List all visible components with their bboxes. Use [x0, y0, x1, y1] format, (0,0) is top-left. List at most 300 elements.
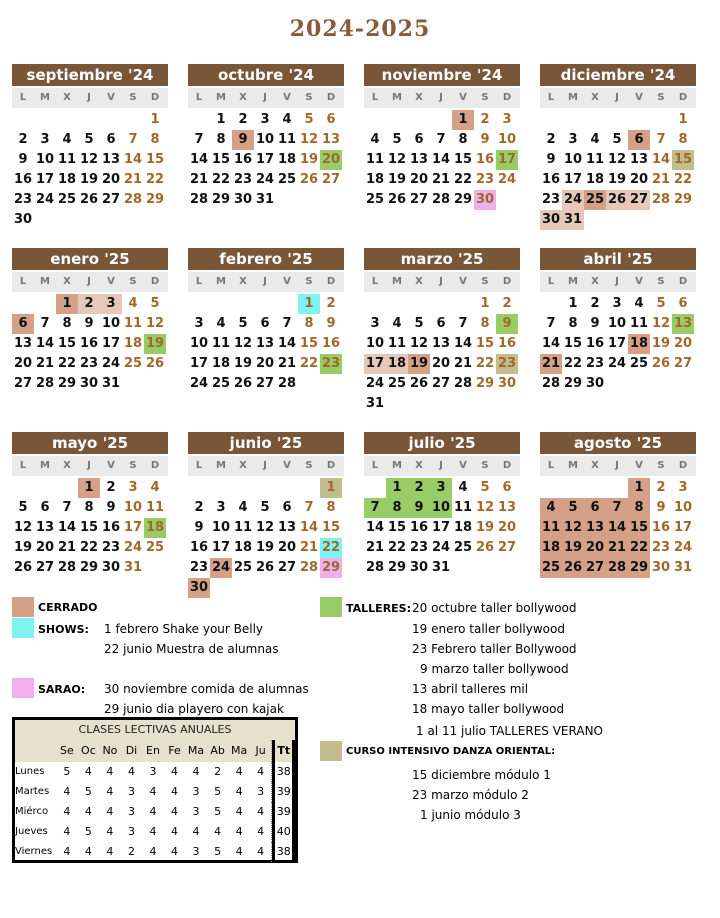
day-cell: 2 — [194, 500, 204, 515]
day-cell: 14 — [57, 520, 77, 535]
day-grid — [12, 294, 168, 394]
day-cell: 17 — [364, 354, 386, 374]
clases-table — [15, 720, 295, 862]
weekday-header — [540, 456, 696, 476]
weekday-label: S — [305, 276, 313, 287]
clases-cell: 4 — [84, 765, 92, 778]
day-cell: 31 — [123, 560, 143, 575]
month-9 — [188, 432, 344, 598]
day-cell: 27 — [13, 376, 33, 391]
weekday-label: D — [502, 276, 512, 287]
weekday-label: D — [326, 276, 336, 287]
day-cell: 11 — [145, 500, 165, 515]
day-cell: 9 — [546, 152, 556, 167]
day-cell: 21 — [431, 172, 451, 187]
weekday-label: S — [481, 460, 489, 471]
day-cell: 21 — [299, 540, 319, 555]
day-cell: 5 — [18, 500, 28, 515]
day-cell: 4 — [540, 498, 562, 518]
weekday-label: V — [283, 276, 291, 287]
day-cell: 26 — [299, 172, 319, 187]
day-cell: 9 — [194, 520, 204, 535]
day-cell: 23 — [585, 356, 605, 371]
day-cell: 4 — [62, 132, 72, 147]
day-cell: 2 — [408, 478, 430, 498]
day-cell: 25 — [540, 558, 562, 578]
empty-cell — [650, 110, 672, 130]
clases-cell: 4 — [250, 842, 273, 862]
day-cell: 6 — [584, 498, 606, 518]
day-cell: 20 — [409, 172, 429, 187]
empty-cell — [562, 478, 584, 498]
clases-cell: 3 — [149, 765, 157, 778]
clases-day-label: Miérco — [15, 806, 49, 817]
day-cell: 22 — [299, 356, 319, 371]
day-cell: 20 — [584, 538, 606, 558]
clases-cell: 3 — [127, 785, 135, 798]
sarao-label: SARAO: — [38, 683, 86, 696]
empty-cell — [34, 110, 56, 130]
day-cell: 25 — [453, 540, 473, 555]
day-cell: 21 — [651, 172, 671, 187]
day-cell: 11 — [365, 152, 385, 167]
day-cell: 20 — [629, 172, 649, 187]
day-cell: 10 — [430, 498, 452, 518]
day-cell: 23 — [409, 540, 429, 555]
day-cell: 3 — [128, 480, 138, 495]
month-5 — [188, 248, 344, 394]
day-cell: 27 — [431, 376, 451, 391]
talleres-item: 9 marzo taller bollywood — [420, 662, 569, 676]
empty-cell — [298, 478, 320, 498]
weekday-label: D — [502, 92, 512, 103]
day-cell: 23 — [189, 560, 209, 575]
day-cell: 3 — [430, 478, 452, 498]
day-cell: 25 — [123, 356, 143, 371]
day-cell: 11 — [585, 152, 605, 167]
day-cell: 20 — [673, 336, 693, 351]
day-cell: 9 — [408, 498, 430, 518]
day-cell: 25 — [211, 376, 231, 391]
day-cell: 7 — [364, 498, 386, 518]
day-cell: 27 — [35, 560, 55, 575]
day-cell: 21 — [189, 172, 209, 187]
clases-cell: 5 — [214, 785, 222, 798]
clases-cell: 4 — [250, 802, 273, 822]
day-grid — [12, 478, 168, 578]
weekday-header — [188, 456, 344, 476]
empty-cell — [364, 294, 386, 314]
weekday-label: D — [326, 92, 336, 103]
day-cell: 3 — [612, 296, 622, 311]
clases-cell: 4 — [63, 805, 71, 818]
day-cell: 13 — [321, 132, 341, 147]
day-cell: 13 — [497, 500, 517, 515]
clases-cell: Ma — [185, 740, 207, 762]
day-cell: 30 — [233, 192, 253, 207]
weekday-header — [188, 272, 344, 292]
day-grid — [188, 110, 344, 210]
day-grid — [364, 110, 520, 210]
weekday-label: D — [502, 460, 512, 471]
day-cell: 6 — [678, 296, 688, 311]
day-cell: 1 — [386, 478, 408, 498]
weekday-label: V — [459, 276, 467, 287]
month-2 — [364, 64, 520, 210]
clases-total: 39 — [272, 782, 295, 802]
weekday-label: M — [216, 460, 226, 471]
day-cell: 19 — [651, 336, 671, 351]
weekday-label: M — [392, 276, 402, 287]
day-cell: 5 — [84, 132, 94, 147]
day-cell: 1 — [150, 112, 160, 127]
day-cell: 24 — [673, 540, 693, 555]
day-cell: 2 — [656, 480, 666, 495]
clases-day-label: Viernes — [15, 846, 53, 857]
weekday-label: X — [591, 460, 599, 471]
day-cell: 8 — [386, 498, 408, 518]
empty-cell — [122, 110, 144, 130]
weekday-label: L — [371, 276, 379, 287]
weekday-label: S — [305, 92, 313, 103]
day-cell: 24 — [35, 192, 55, 207]
month-8 — [12, 432, 168, 578]
day-cell: 27 — [255, 376, 275, 391]
weekday-label: J — [263, 460, 267, 471]
day-cell: 29 — [475, 376, 495, 391]
talleres-label: TALLERES: — [346, 602, 412, 615]
day-cell: 19 — [144, 334, 166, 354]
weekday-header — [364, 456, 520, 476]
day-cell: 17 — [101, 336, 121, 351]
day-cell: 3 — [216, 500, 226, 515]
weekday-label: V — [635, 460, 643, 471]
day-cell: 10 — [101, 316, 121, 331]
empty-cell — [232, 478, 254, 498]
clases-cell: 4 — [235, 805, 243, 818]
empty-cell — [562, 110, 584, 130]
weekday-header — [540, 272, 696, 292]
weekday-label: X — [239, 460, 247, 471]
day-cell: 7 — [128, 132, 138, 147]
day-cell: 21 — [606, 538, 628, 558]
clases-cell: 4 — [250, 822, 273, 842]
day-cell: 1 — [628, 478, 650, 498]
day-cell: 2 — [480, 112, 490, 127]
month-0 — [12, 64, 168, 230]
day-cell: 25 — [365, 192, 385, 207]
day-cell: 3 — [502, 112, 512, 127]
clases-cell: 4 — [63, 845, 71, 858]
day-cell: 3 — [40, 132, 50, 147]
day-cell: 14 — [123, 152, 143, 167]
day-cell: 12 — [79, 152, 99, 167]
empty-cell — [540, 294, 562, 314]
empty-cell — [188, 478, 210, 498]
day-cell: 17 — [431, 520, 451, 535]
day-cell: 19 — [79, 172, 99, 187]
day-cell: 24 — [123, 540, 143, 555]
day-cell: 13 — [255, 336, 275, 351]
weekday-label: J — [439, 460, 443, 471]
day-cell: 13 — [629, 152, 649, 167]
empty-cell — [188, 110, 210, 130]
day-cell: 18 — [386, 354, 408, 374]
clases-cell: 4 — [235, 825, 243, 838]
clases-cell: 5 — [84, 785, 92, 798]
day-cell: 26 — [387, 192, 407, 207]
day-cell: 26 — [409, 376, 429, 391]
day-cell: 26 — [475, 540, 495, 555]
day-cell: 11 — [387, 336, 407, 351]
day-cell: 25 — [387, 376, 407, 391]
weekday-label: D — [150, 460, 160, 471]
day-cell: 7 — [304, 500, 314, 515]
day-cell: 24 — [607, 356, 627, 371]
day-cell: 10 — [563, 152, 583, 167]
weekday-label: X — [63, 460, 71, 471]
day-cell: 2 — [502, 296, 512, 311]
day-cell: 6 — [628, 130, 650, 150]
day-cell: 1 — [568, 296, 578, 311]
weekday-label: J — [439, 92, 443, 103]
empty-cell — [386, 110, 408, 130]
day-cell: 9 — [84, 316, 94, 331]
day-cell: 8 — [458, 132, 468, 147]
weekday-label: X — [63, 276, 71, 287]
day-cell: 15 — [453, 152, 473, 167]
day-cell: 4 — [370, 132, 380, 147]
day-cell: 3 — [678, 480, 688, 495]
day-cell: 16 — [541, 172, 561, 187]
day-cell: 12 — [299, 132, 319, 147]
day-cell: 22 — [475, 356, 495, 371]
day-cell: 24 — [210, 558, 232, 578]
clases-row — [15, 782, 295, 802]
day-cell: 1 — [216, 112, 226, 127]
day-cell: 11 — [540, 518, 562, 538]
day-cell: 17 — [35, 172, 55, 187]
day-cell: 12 — [562, 518, 584, 538]
clases-cell: 4 — [171, 845, 179, 858]
day-cell: 17 — [255, 152, 275, 167]
clases-row — [15, 802, 295, 822]
weekday-label: M — [568, 276, 578, 287]
weekday-label: M — [216, 92, 226, 103]
weekday-label: L — [371, 460, 379, 471]
day-cell: 28 — [606, 558, 628, 578]
day-cell: 18 — [144, 518, 166, 538]
curso-item: 1 junio módulo 3 — [420, 808, 521, 822]
empty-cell — [276, 478, 298, 498]
day-cell: 19 — [299, 152, 319, 167]
day-cell: 14 — [35, 336, 55, 351]
weekday-label: X — [239, 276, 247, 287]
weekday-label: L — [195, 92, 203, 103]
weekday-label: D — [150, 276, 160, 287]
empty-cell — [210, 478, 232, 498]
empty-cell — [364, 110, 386, 130]
day-cell: 16 — [651, 520, 671, 535]
day-cell: 29 — [320, 558, 342, 578]
day-cell: 17 — [496, 150, 518, 170]
day-cell: 9 — [232, 130, 254, 150]
month-4 — [12, 248, 168, 394]
day-grid — [188, 478, 344, 598]
talleres-swatch — [320, 597, 342, 617]
day-cell: 7 — [194, 132, 204, 147]
day-cell: 24 — [562, 190, 584, 210]
clases-day-label: Jueves — [15, 826, 48, 837]
day-cell: 23 — [233, 172, 253, 187]
day-cell: 27 — [584, 558, 606, 578]
day-cell: 26 — [233, 376, 253, 391]
day-cell: 16 — [409, 520, 429, 535]
weekday-label: L — [371, 92, 379, 103]
day-cell: 1 — [480, 296, 490, 311]
day-cell: 13 — [277, 520, 297, 535]
day-cell: 26 — [651, 356, 671, 371]
day-cell: 7 — [546, 316, 556, 331]
weekday-header — [540, 88, 696, 108]
day-cell: 26 — [562, 558, 584, 578]
day-cell: 30 — [651, 560, 671, 575]
day-cell: 7 — [62, 500, 72, 515]
day-cell: 21 — [57, 540, 77, 555]
weekday-label: S — [129, 460, 137, 471]
day-cell: 12 — [387, 152, 407, 167]
month-7 — [540, 248, 696, 394]
day-cell: 15 — [79, 520, 99, 535]
clases-cell: 4 — [149, 825, 157, 838]
day-cell: 8 — [628, 498, 650, 518]
empty-cell — [430, 110, 452, 130]
weekday-label: M — [216, 276, 226, 287]
empty-cell — [386, 294, 408, 314]
empty-cell — [540, 478, 562, 498]
day-cell: 1 — [452, 110, 474, 130]
weekday-label: L — [19, 276, 27, 287]
day-cell: 31 — [431, 560, 451, 575]
weekday-label: J — [87, 92, 91, 103]
day-cell: 14 — [365, 520, 385, 535]
day-grid — [188, 294, 344, 394]
clases-cell: 4 — [192, 765, 200, 778]
weekday-label: J — [87, 460, 91, 471]
day-cell: 12 — [607, 152, 627, 167]
day-cell: 8 — [216, 132, 226, 147]
empty-cell — [584, 478, 606, 498]
day-cell: 23 — [79, 356, 99, 371]
day-cell: 4 — [634, 296, 644, 311]
day-cell: 20 — [13, 356, 33, 371]
month-title: enero '25 — [12, 248, 168, 270]
day-cell: 22 — [320, 538, 342, 558]
month-11 — [540, 432, 696, 578]
weekday-header — [188, 88, 344, 108]
empty-cell — [628, 110, 650, 130]
day-cell: 13 — [431, 336, 451, 351]
weekday-label: M — [40, 460, 50, 471]
day-cell: 18 — [365, 172, 385, 187]
day-cell: 29 — [211, 192, 231, 207]
day-cell: 5 — [612, 132, 622, 147]
clases-total: 38 — [272, 842, 295, 862]
day-cell: 31 — [255, 192, 275, 207]
day-cell: 27 — [101, 192, 121, 207]
clases-cell: Fe — [164, 740, 186, 762]
day-cell: 10 — [607, 316, 627, 331]
day-cell: 8 — [84, 500, 94, 515]
month-title: octubre '24 — [188, 64, 344, 86]
clases-total: 38 — [272, 762, 295, 782]
day-cell: 28 — [365, 560, 385, 575]
day-cell: 19 — [255, 540, 275, 555]
day-cell: 12 — [145, 316, 165, 331]
empty-cell — [210, 294, 232, 314]
empty-cell — [56, 478, 78, 498]
day-cell: 6 — [106, 132, 116, 147]
day-cell: 15 — [387, 520, 407, 535]
clases-cell: Oc — [78, 740, 100, 762]
weekday-label: L — [547, 276, 555, 287]
day-cell: 18 — [57, 172, 77, 187]
day-cell: 16 — [101, 520, 121, 535]
day-cell: 29 — [57, 376, 77, 391]
day-cell: 7 — [606, 498, 628, 518]
day-cell: 14 — [299, 520, 319, 535]
day-cell: 15 — [563, 336, 583, 351]
day-cell: 19 — [233, 356, 253, 371]
clases-cell: Se — [56, 740, 78, 762]
weekday-label: M — [568, 92, 578, 103]
clases-cell: 4 — [250, 762, 273, 782]
day-cell: 6 — [436, 316, 446, 331]
day-cell: 19 — [607, 172, 627, 187]
weekday-header — [12, 272, 168, 292]
clases-cell: 4 — [235, 845, 243, 858]
day-cell: 2 — [326, 296, 336, 311]
day-cell: 21 — [123, 172, 143, 187]
day-cell: 16 — [79, 336, 99, 351]
day-cell: 12 — [651, 316, 671, 331]
shows-label: SHOWS: — [38, 623, 89, 636]
day-cell: 13 — [409, 152, 429, 167]
day-cell: 29 — [145, 192, 165, 207]
empty-cell — [606, 110, 628, 130]
clases-day-label: Martes — [15, 786, 50, 797]
clases-cell: 3 — [192, 845, 200, 858]
clases-cell: 4 — [106, 825, 114, 838]
day-cell: 28 — [123, 192, 143, 207]
empty-cell — [12, 110, 34, 130]
empty-cell — [188, 294, 210, 314]
day-cell: 23 — [13, 192, 33, 207]
clases-cell: 2 — [127, 845, 135, 858]
day-cell: 10 — [255, 132, 275, 147]
day-cell: 22 — [211, 172, 231, 187]
day-cell: 18 — [277, 152, 297, 167]
empty-cell — [606, 478, 628, 498]
weekday-label: D — [326, 460, 336, 471]
day-cell: 23 — [651, 540, 671, 555]
month-title: diciembre '24 — [540, 64, 696, 86]
day-cell: 24 — [101, 356, 121, 371]
clases-cell: 4 — [63, 785, 71, 798]
day-cell: 30 — [188, 578, 210, 598]
day-cell: 11 — [629, 316, 649, 331]
clases-header-row — [15, 740, 295, 762]
